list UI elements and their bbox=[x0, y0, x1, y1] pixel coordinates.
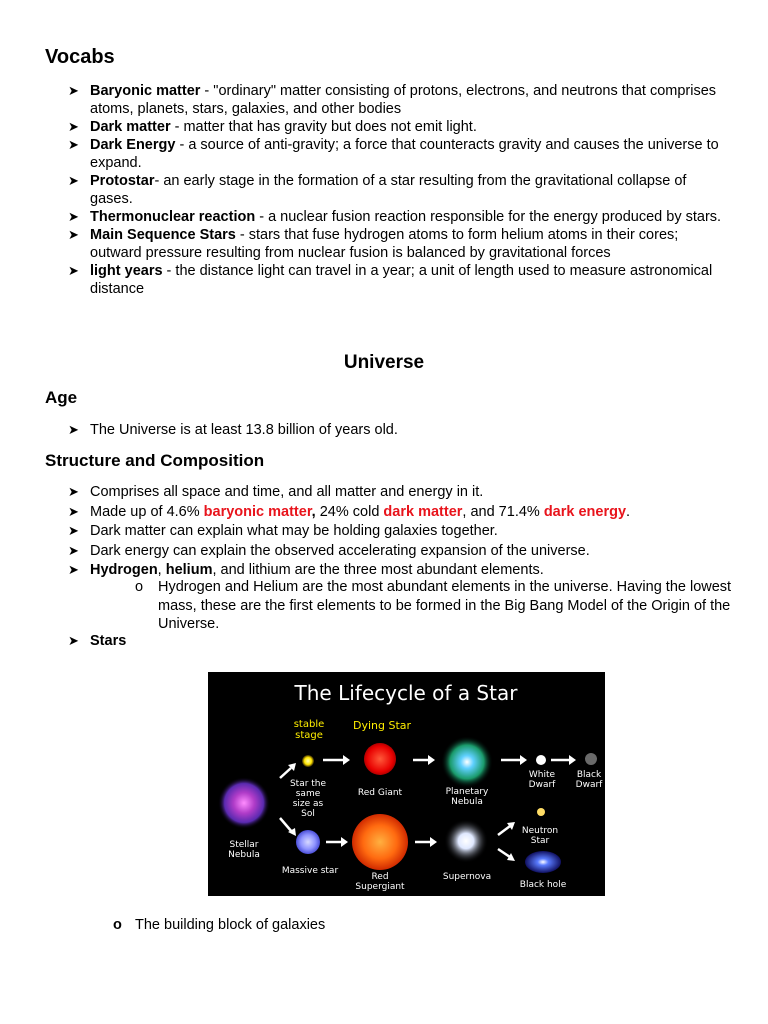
baryonic-matter-highlight: baryonic matter bbox=[203, 503, 312, 520]
arrow-bullet-icon: ➤ bbox=[68, 83, 79, 98]
supernova-label: Supernova bbox=[442, 872, 492, 882]
star-lifecycle-figure bbox=[208, 672, 605, 896]
list-item: ➤ The Universe is at least 13.8 billion of years old. bbox=[68, 422, 398, 438]
arrow-bullet-icon: ➤ bbox=[68, 137, 79, 152]
vocab-term: Dark matter bbox=[90, 119, 171, 135]
age-list bbox=[68, 421, 728, 439]
figure-title: The Lifecycle of a Star bbox=[294, 681, 518, 705]
vocab-term: Thermonuclear reaction bbox=[90, 209, 256, 225]
universe-title: Universe bbox=[343, 352, 425, 373]
vocab-list bbox=[68, 82, 728, 298]
vocab-definition: - a nuclear fusion reaction responsible for the energy produced by stars. bbox=[255, 209, 722, 225]
massive-star-label: Massive star bbox=[281, 866, 339, 876]
vocab-term: Main Sequence Stars bbox=[90, 227, 236, 243]
arrow-bullet-icon: ➤ bbox=[68, 523, 79, 538]
vocab-term: light years bbox=[90, 263, 163, 279]
planetary-nebula-label: Planetary Nebula bbox=[445, 787, 489, 807]
vocab-definition: - a source of anti-gravity; a force that counteracts gravity and causes the universe to expand. bbox=[90, 137, 719, 171]
stars-item: ➤ Stars bbox=[68, 633, 127, 649]
vocab-item bbox=[68, 226, 728, 262]
black-dwarf-label: Black Dwarf bbox=[575, 770, 603, 790]
circle-bullet-icon: o bbox=[113, 917, 122, 933]
stable-stage-label: stable stage bbox=[293, 719, 325, 741]
black-dwarf-icon bbox=[585, 753, 597, 765]
vocab-item bbox=[68, 172, 728, 208]
vocab-definition: - stars that fuse hydrogen atoms to form helium atoms in their cores; outward pressure resulting from nuclear fusion is balanced by gravitational forces bbox=[90, 227, 679, 261]
arrow-bullet-icon: ➤ bbox=[68, 173, 79, 188]
dying-star-label: Dying Star bbox=[352, 719, 412, 732]
stellar-nebula-label: Stellar Nebula bbox=[228, 840, 260, 860]
circle-bullet-icon: o bbox=[135, 579, 144, 595]
arrow-bullet-icon: ➤ bbox=[68, 484, 79, 499]
vocab-item bbox=[68, 208, 728, 226]
list-item: ➤ Comprises all space and time, and all matter and energy in it. bbox=[68, 484, 484, 500]
vocab-term: Baryonic matter bbox=[90, 83, 201, 99]
massive-star-icon bbox=[296, 830, 320, 854]
arrow-bullet-icon: ➤ bbox=[68, 227, 79, 242]
arrow-bullet-icon: ➤ bbox=[68, 633, 79, 648]
list-item: ➤ Dark matter can explain what may be holding galaxies together. bbox=[68, 523, 498, 539]
vocab-item bbox=[68, 262, 728, 298]
structure-list bbox=[68, 483, 728, 581]
arrow-bullet-icon: ➤ bbox=[68, 542, 79, 558]
red-giant-label: Red Giant bbox=[357, 788, 403, 798]
list-item: ➤ Made up of 4.6% baryonic matter, 24% cold dark matter, and 71.4% dark energy. bbox=[68, 503, 631, 520]
arrow-bullet-icon: ➤ bbox=[68, 263, 79, 278]
list-item: ➤ Hydrogen, helium, and lithium are the three most abundant elements. bbox=[68, 562, 544, 578]
arrow-bullet-icon: ➤ bbox=[68, 503, 79, 519]
sub-list-item: o The building block of galaxies bbox=[113, 917, 326, 933]
black-hole-label: Black hole bbox=[519, 880, 567, 890]
star-same-size-label: Star the same size as Sol bbox=[289, 779, 327, 819]
arrow-bullet-icon: ➤ bbox=[68, 209, 79, 224]
vocab-definition: - the distance light can travel in a year; a unit of length used to measure astronomical distance bbox=[90, 263, 713, 297]
black-hole-icon bbox=[525, 851, 561, 873]
stellar-nebula-icon bbox=[218, 777, 270, 829]
vocab-item bbox=[68, 82, 728, 118]
white-dwarf-label: White Dwarf bbox=[528, 770, 556, 790]
age-heading: Age bbox=[45, 388, 78, 407]
neutron-star-icon bbox=[537, 808, 545, 816]
arrow-bullet-icon: ➤ bbox=[68, 422, 79, 437]
planetary-nebula-icon bbox=[441, 736, 493, 788]
vocab-item bbox=[68, 136, 728, 172]
red-supergiant-icon bbox=[352, 814, 408, 870]
vocab-term: Dark Energy bbox=[90, 137, 176, 153]
vocabs-heading: Vocabs bbox=[45, 46, 115, 68]
dark-energy-highlight: dark energy bbox=[543, 503, 627, 520]
figure-labels bbox=[228, 770, 603, 892]
sun-like-star-icon bbox=[302, 755, 314, 767]
supernova-icon bbox=[444, 819, 488, 863]
vocab-item bbox=[68, 118, 728, 136]
arrow-bullet-icon: ➤ bbox=[68, 119, 79, 134]
vocab-definition: - "ordinary" matter consisting of protons, electrons, and neutrons that comprises atoms, planets, stars, galaxies, and other bodies bbox=[90, 83, 717, 117]
neutron-star-label: Neutron Star bbox=[521, 826, 559, 846]
list-item: ➤ Dark energy can explain the observed accelerating expansion of the universe. bbox=[68, 542, 590, 559]
vocab-definition: - matter that has gravity but does not emit light. bbox=[170, 119, 477, 135]
star-lifecycle-diagram bbox=[208, 672, 605, 896]
sub-list-item: o Hydrogen and Helium are the most abundant elements in the universe. Having the lowest mass, these are the first elements to be formed in the Big Bang Model of the Origin of the Universe. bbox=[135, 579, 732, 632]
red-supergiant-label: Red Supergiant bbox=[355, 872, 405, 892]
dark-matter-highlight: dark matter bbox=[383, 503, 463, 520]
vocab-term: Protostar bbox=[90, 173, 155, 189]
vocab-definition: - an early stage in the formation of a star resulting from the gravitational collapse of gases. bbox=[90, 173, 687, 207]
arrow-bullet-icon: ➤ bbox=[68, 562, 79, 577]
structure-heading: Structure and Composition bbox=[45, 451, 265, 470]
white-dwarf-icon bbox=[536, 755, 546, 765]
red-giant-icon bbox=[364, 743, 396, 775]
